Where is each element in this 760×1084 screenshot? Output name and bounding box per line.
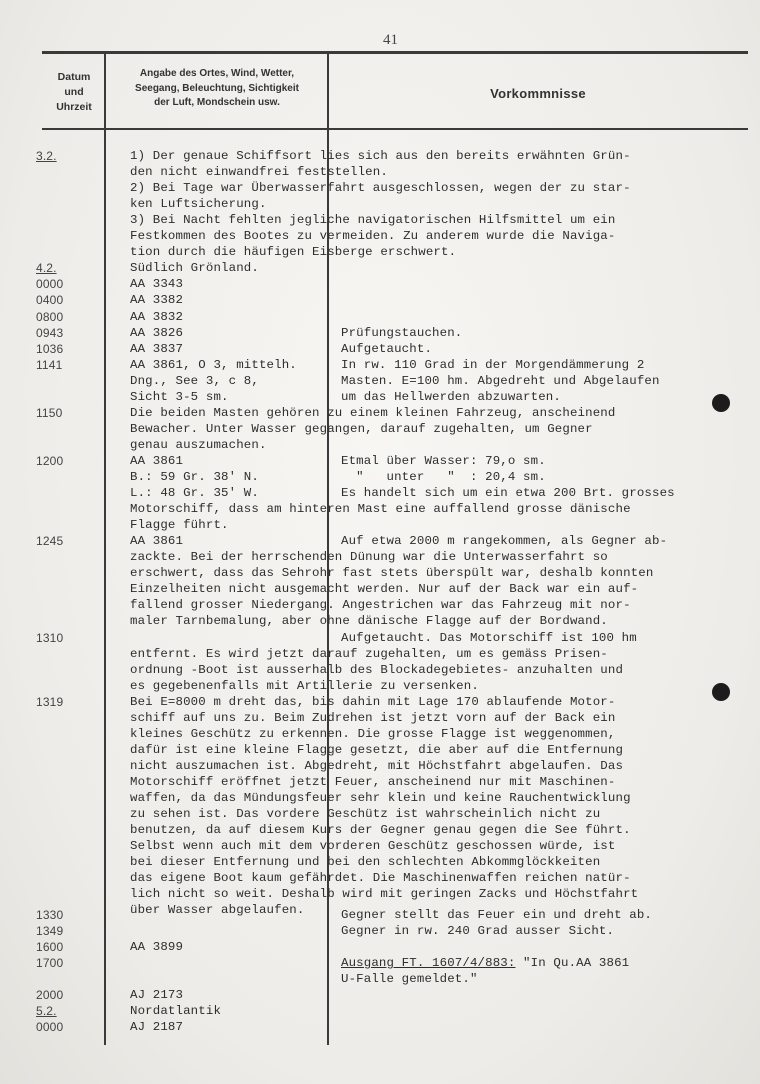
entry-text: Dng., See 3, c 8, (130, 373, 259, 388)
top-rule (42, 51, 748, 54)
entry-event-text: " unter " : 20,4 sm. (341, 470, 546, 484)
entry-date: 1200 (36, 453, 64, 468)
entry-text: 2) Bei Tage war Überwasserfahrt ausgeschlossen, wegen der zu star- (130, 181, 631, 196)
entry-text: Festkommen des Bootes zu vermeiden. Zu anderem wurde die Naviga- (130, 229, 616, 244)
entry-event-text: Prüfungstauchen. (341, 325, 463, 340)
entry-date: 1330 (36, 908, 64, 922)
entry-text: maler Tarnbemalung, aber ohne dänische Flagge auf der Bordwand. (130, 614, 608, 629)
entry-text: AA 3826 (130, 325, 184, 340)
entry-text: lich nicht so weit. Deshalb wird mit geringen Zacks und Höchstfahrt (130, 887, 639, 902)
entry-text: benutzen, da auf diesem Kurs der Gegner genau gegen die See führt. (130, 823, 631, 838)
entry-event-text: Gegner in rw. 240 Grad ausser Sicht. (341, 924, 615, 938)
entry-text: 3) Bei Nacht fehlten jegliche navigatorischen Hilfsmittel um ein (130, 213, 616, 228)
entry-text: Flagge führt. (130, 518, 229, 533)
entry-text: schiff auf uns zu. Beim Zudrehen ist jetzt vorn auf der Back ein (130, 710, 616, 725)
header-angabe-line: Angabe des Ortes, Wind, Wetter, (139, 68, 295, 79)
entry-date: 1319 (36, 694, 64, 709)
entry-date: 1245 (36, 534, 64, 549)
header-rule (42, 128, 748, 130)
entry-text: entfernt. Es wird jetzt darauf zugehalten, um es gemäss Prisen- (130, 646, 608, 661)
entry-text: AJ 2173 (130, 988, 184, 1002)
entry-event-text: um das Hellwerden abzuwarten. (341, 389, 561, 404)
entry-text: über Wasser abgelaufen. (130, 903, 305, 918)
entry-text: AJ 2187 (130, 1020, 184, 1034)
entry-text: 1) Der genaue Schiffsort lies sich aus den bereits erwähnten Grün- (130, 149, 631, 163)
entry-text: Einzelheiten nicht ausgemacht werden. Nur auf der Back war ein auf- (130, 582, 639, 597)
entry-date: 1150 (36, 405, 63, 420)
punch-hole (712, 683, 730, 701)
entry-text: Motorschiff eröffnet jetzt Feuer, anscheinend nur mit Maschinen- (130, 774, 616, 789)
entry-event-text: Aufgetaucht. (341, 341, 433, 356)
entry-date: 1310 (36, 630, 64, 645)
entry-date: 1036 (36, 341, 64, 356)
entry-text: Nordatlantik (130, 1004, 222, 1018)
entry-date: 1600 (36, 940, 64, 954)
entry-text: AA 3837 (130, 341, 184, 356)
entry-event-text: Masten. E=100 hm. Abgedreht und Abgelaufen (341, 373, 660, 388)
radio-message-ref: Ausgang FT. 1607/4/883: (341, 956, 516, 970)
entry-text: fallend grosser Niedergang. Angestrichen war das Fahrzeug mit nor- (130, 598, 631, 613)
entry-text: waffen, da das Mündungsfeuer sehr klein und keine Rauchentwicklung (130, 791, 631, 805)
entry-date: 0943 (36, 325, 64, 340)
header-angabe-line: der Luft, Mondschein usw. (154, 97, 280, 108)
header-datum (44, 70, 104, 115)
entry-text: AA 3832 (130, 309, 184, 324)
entry-text: genau auszumachen. (130, 437, 267, 452)
entry-text: zu sehen ist. Das vordere Geschütz ist wahrscheinlich nicht zu (130, 807, 601, 822)
entry-text: Motorschiff, dass am hinteren Mast eine auffallend grosse dänische (130, 502, 631, 517)
entry-date: 1700 (36, 956, 64, 970)
entry-text: AA 3382 (130, 293, 184, 308)
entry-text: ken Luftsicherung. (130, 197, 267, 212)
entry-event-text: Auf etwa 2000 m rangekommen, als Gegner ab- (341, 534, 668, 549)
entry-text: das eigene Boot kaum gefährdet. Die Maschinenwaffen reichen natür- (130, 871, 631, 886)
entry-text: den nicht einwandfrei feststellen. (130, 165, 388, 180)
entry-text: erschwert, dass das Sehrohr fast stets überspült war, deshalb konnten (130, 566, 654, 581)
entry-text: Südlich Grönland. (130, 261, 259, 276)
entry-date: 1349 (36, 924, 64, 938)
entry-text: nicht auszumachen ist. Abgedreht, mit Höchstfahrt abgelaufen. Das (130, 758, 624, 773)
entry-text: Die beiden Masten gehören zu einem kleinen Fahrzeug, anscheinend (130, 405, 616, 420)
entry-event-text: Aufgetaucht. Das Motorschiff ist 100 hm (341, 630, 637, 645)
entry-text: Selbst wenn auch mit dem vorderen Geschütz geschossen würde, ist (130, 839, 616, 854)
entry-date: 0400 (36, 293, 64, 308)
radio-message-text: "In Qu.AA 3861 (515, 956, 630, 970)
entry-text: tion durch die häufigen Eisberge erschwert. (130, 245, 457, 260)
header-angabe-line: Seegang, Beleuchtung, Sichtigkeit (135, 82, 299, 94)
entry-text: ordnung -Boot ist ausserhalb des Blockadegebietes- anzuhalten und (130, 662, 624, 677)
entry-date: 1141 (36, 357, 63, 372)
entry-text: L.: 48 Gr. 35' W. (130, 486, 259, 501)
entry-event-text: In rw. 110 Grad in der Morgendämmerung 2 (341, 357, 645, 372)
entry-date: 3.2. (36, 149, 57, 163)
entry-text: AA 3899 (130, 940, 184, 954)
entry-text: AA 3343 (130, 277, 184, 292)
entry-text: B.: 59 Gr. 38' N. (130, 470, 259, 484)
column-divider-1 (104, 52, 106, 1045)
header-vorkommnisse: Vorkommnisse (490, 86, 586, 101)
entry-text: AA 3861, O 3, mittelh. (130, 357, 297, 372)
entry-date: 5.2. (36, 1004, 57, 1018)
entry-text: es gegebenenfalls mit Artillerie zu versenken. (130, 678, 479, 693)
entry-date: 0800 (36, 309, 64, 324)
entry-event-text (341, 955, 629, 971)
entry-event-text: Es handelt sich um ein etwa 200 Brt. grosses (341, 486, 675, 501)
entry-text: AA 3861 (130, 534, 184, 549)
header-datum-line: und (64, 86, 84, 98)
header-angabe (110, 67, 324, 111)
page-number: 41 (383, 32, 398, 48)
entry-text: Bewacher. Unter Wasser gegangen, darauf zugehalten, um Gegner (130, 421, 593, 436)
entry-event-text: U-Falle gemeldet." (341, 972, 478, 986)
entry-date: 0000 (36, 277, 64, 292)
entry-text: dafür ist eine kleine Flagge gesetzt, die aber auf die Entfernung (130, 742, 624, 757)
entry-text: Sicht 3-5 sm. (130, 389, 229, 404)
entry-text: kleines Geschütz zu erkennen. Die grosse Flagge ist weggenommen, (130, 726, 616, 741)
punch-hole (712, 394, 730, 412)
entry-text: zackte. Bei der herrschenden Dünung war die Unterwasserfahrt so (130, 550, 608, 565)
entry-text: AA 3861 (130, 453, 184, 468)
entry-text: Bei E=8000 m dreht das, bis dahin mit Lage 170 ablaufende Motor- (130, 694, 616, 709)
entry-text: bei dieser Entfernung und bei den schlechten Abkommglöckkeiten (130, 855, 601, 870)
entry-date: 4.2. (36, 261, 57, 276)
entry-event-text: Etmal über Wasser: 79,o sm. (341, 453, 546, 468)
header-datum-line: Uhrzeit (56, 101, 92, 113)
entry-date: 2000 (36, 988, 64, 1002)
entry-date: 0000 (36, 1020, 64, 1034)
entry-event-text: Gegner stellt das Feuer ein und dreht ab. (341, 908, 653, 922)
header-datum-line: Datum (57, 71, 91, 83)
